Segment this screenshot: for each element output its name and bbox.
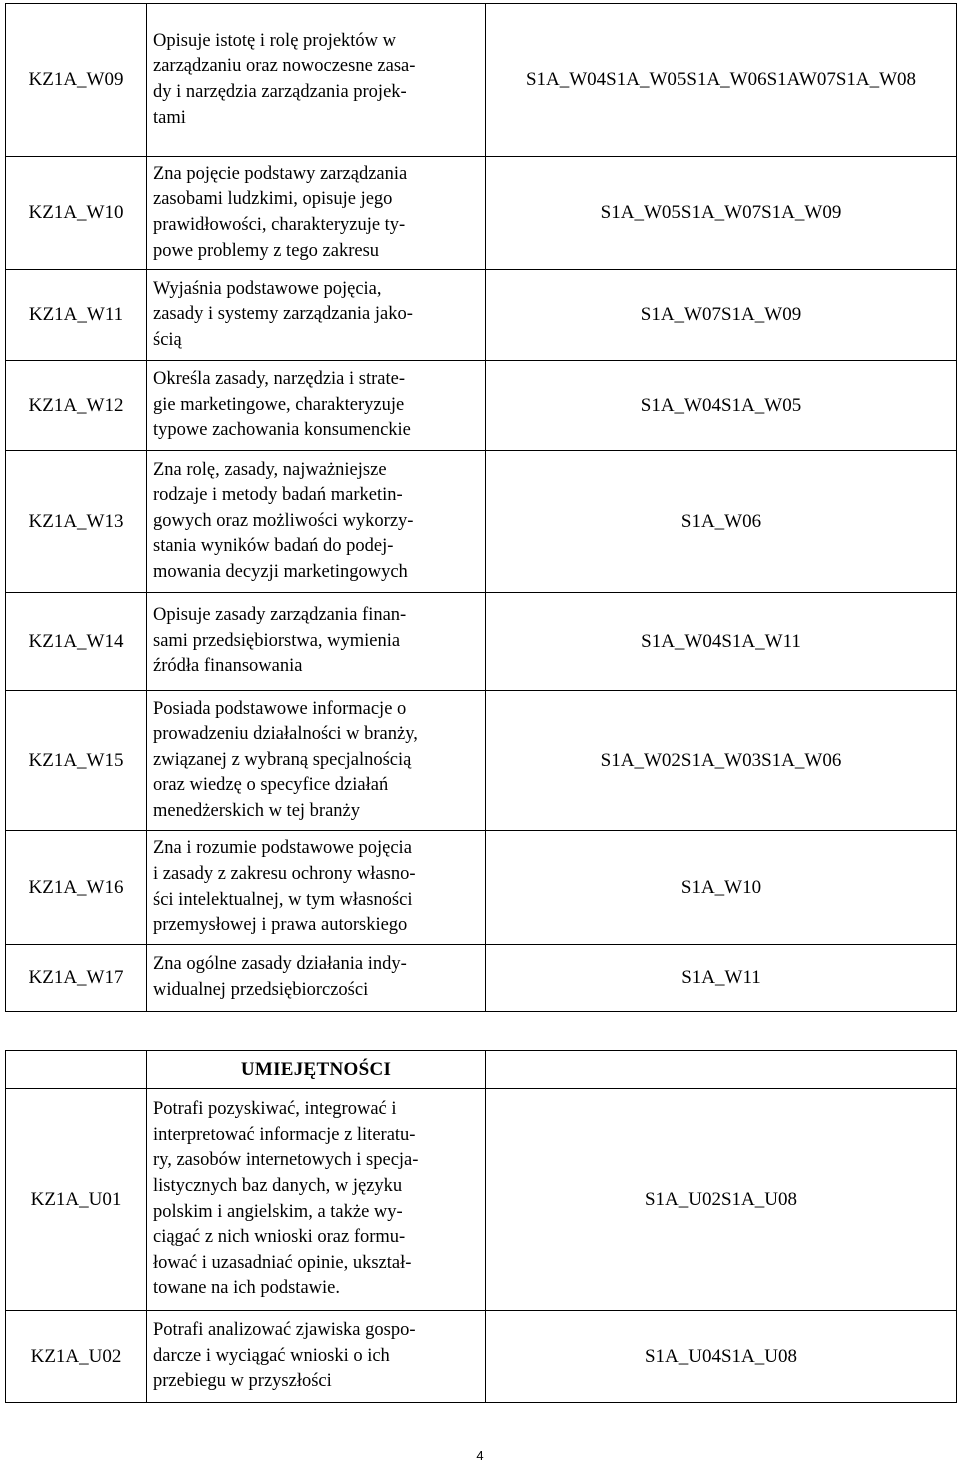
outcome-references: S1A_W06 [486, 451, 957, 593]
table-row [6, 1311, 957, 1403]
outcome-references: S1A_W02S1A_W03S1A_W06 [486, 691, 957, 831]
outcome-code: KZ1A_W14 [6, 593, 147, 691]
outcome-references: S1A_W11 [486, 945, 957, 1012]
table-row [6, 4, 957, 157]
outcome-code: KZ1A_W13 [6, 451, 147, 593]
outcome-description: Zna rolę, zasady, najważniejsze rodzaje i metody badań marketin- gowych oraz możliwości wykorzy- stania wyników badań do podej- mowania decyzji marketingowych [147, 451, 486, 593]
outcome-code: KZ1A_W11 [6, 270, 147, 361]
outcome-references: S1A_W04S1A_W05 [486, 361, 957, 451]
outcome-code: KZ1A_W10 [6, 157, 147, 270]
table-row [6, 593, 957, 691]
outcome-description: Zna i rozumie podstawowe pojęcia i zasady z zakresu ochrony własno- ści intelektualnej, w tym własności przemysłowej i prawa autorskiego [147, 831, 486, 945]
outcome-description: Potrafi pozyskiwać, integrować i interpretować informacje z literatu- ry, zasobów internetowych i specja- listycznych baz danych, w języku polskim i angielskim, a także wy- ciągać z nich wnioski oraz formu- łować i uzasadniać opinie, ukształ- towane na ich podstawie. [147, 1089, 486, 1311]
outcome-references: S1A_U04S1A_U08 [486, 1311, 957, 1403]
outcome-description: Opisuje zasady zarządzania finan- sami przedsiębiorstwa, wymienia źródła finansowania [147, 593, 486, 691]
outcome-references: S1A_W05S1A_W07S1A_W09 [486, 157, 957, 270]
table-row [6, 945, 957, 1012]
outcome-references: S1A_W07S1A_W09 [486, 270, 957, 361]
outcome-code: KZ1A_W17 [6, 945, 147, 1012]
table-row [6, 1089, 957, 1311]
outcome-code: KZ1A_W16 [6, 831, 147, 945]
outcome-description: Określa zasady, narzędzia i strate- gie marketingowe, charakteryzuje typowe zachowania konsumenckie [147, 361, 486, 451]
skills-outcomes-table [5, 1050, 957, 1403]
outcome-description: Zna ogólne zasady działania indy- widualnej przedsiębiorczości [147, 945, 486, 1012]
outcome-description: Zna pojęcie podstawy zarządzania zasobami ludzkimi, opisuje jego prawidłowości, charakteryzuje ty- powe problemy z tego zakresu [147, 157, 486, 270]
outcome-description: Opisuje istotę i rolę projektów w zarządzaniu oraz nowoczesne zasa- dy i narzędzia zarządzania projek- tami [147, 4, 486, 157]
outcome-references: S1A_W04S1A_W11 [486, 593, 957, 691]
outcome-code: KZ1A_W09 [6, 4, 147, 157]
outcome-description: Posiada podstawowe informacje o prowadzeniu działalności w branży, związanej z wybraną specjalnością oraz wiedzę o specyfice działań menedżerskich w tej branży [147, 691, 486, 831]
table-row [6, 831, 957, 945]
outcome-code: KZ1A_U02 [6, 1311, 147, 1403]
table-row [6, 270, 957, 361]
outcome-references: S1A_W04S1A_W05S1A_W06S1AW07S1A_W08 [486, 4, 957, 157]
outcome-description: Potrafi analizować zjawiska gospo- darcze i wyciągać wnioski o ich przebiegu w przyszłości [147, 1311, 486, 1403]
outcome-references: S1A_W10 [486, 831, 957, 945]
page-number: 4 [476, 1448, 484, 1463]
table-row [6, 157, 957, 270]
outcome-description: Wyjaśnia podstawowe pojęcia, zasady i systemy zarządzania jako- ścią [147, 270, 486, 361]
outcome-code: KZ1A_U01 [6, 1089, 147, 1311]
section-title: UMIEJĘTNOŚCI [147, 1051, 486, 1089]
section-header-row [6, 1051, 957, 1089]
outcome-code: KZ1A_W15 [6, 691, 147, 831]
table-row [6, 691, 957, 831]
outcome-references: S1A_U02S1A_U08 [486, 1089, 957, 1311]
table-row [6, 451, 957, 593]
table-row [6, 361, 957, 451]
outcome-code: KZ1A_W12 [6, 361, 147, 451]
knowledge-outcomes-table [5, 3, 957, 1012]
